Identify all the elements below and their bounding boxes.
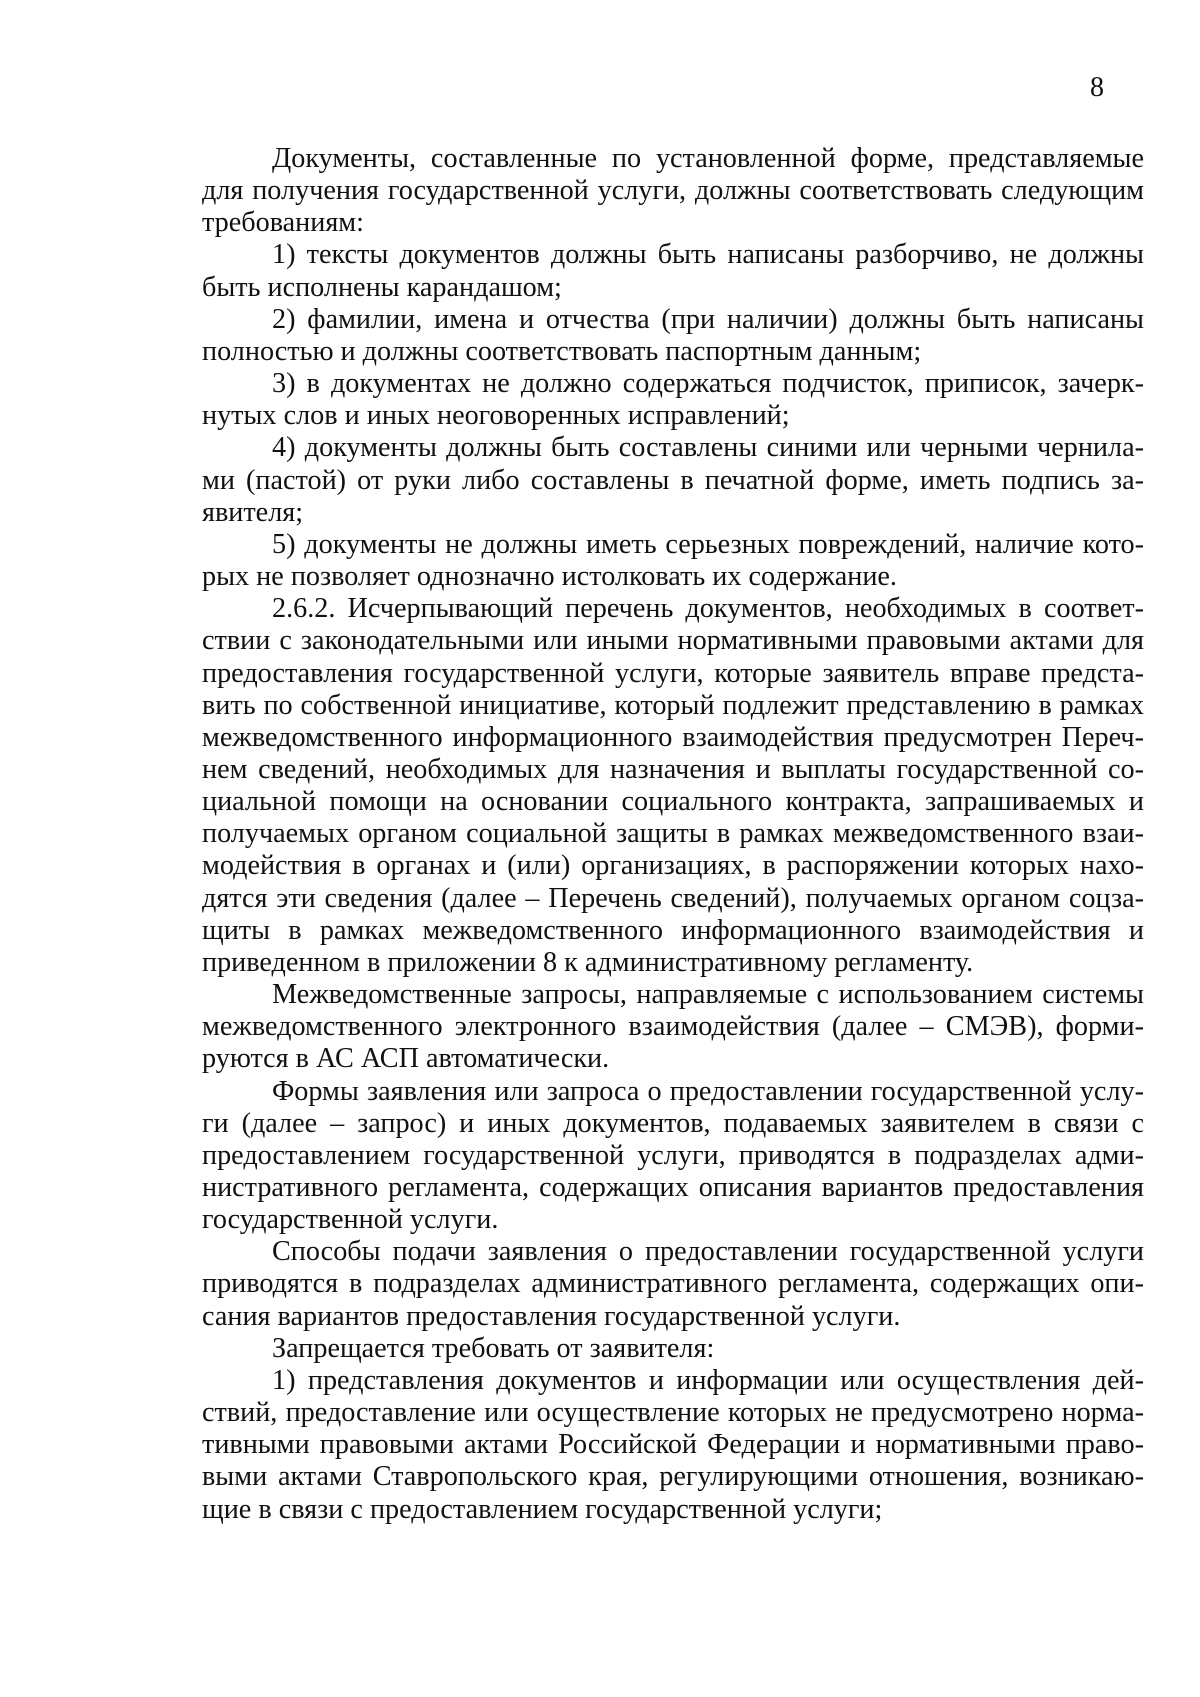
paragraph-section-2-6-2: 2.6.2. Исчерпывающий перечень документов, необходимых в соответствии с законодательными или иными нормативными правовыми актами для предоставления государственной услуги, которые заявитель вправе представить по собственной инициативе, который подлежит представлению в рамках межведомственного информационного взаимодействия предусмотрен Перечнем сведений, необходимых для назначения и выплаты государственной социальной помощи на основании социального контракта, запрашиваемых и получаемых органом социальной защиты в рамках межведомственного взаимодействия в органах и (или) организациях, в распоряжении которых находятся эти сведения (далее – Перечень сведений), получаемых органом соцзащиты в рамках межведомственного информационного взаимодействия и приведенном в приложении 8 к административному регламенту. <box>202 593 1144 978</box>
page-number: 8 <box>1090 72 1104 103</box>
paragraph-application-forms: Формы заявления или запроса о предоставлении государственной услуги (далее – запрос) и иных документов, подаваемых заявителем в связи с предоставлением государственной услуги, приводятся в подразделах административного регламента, содержащих описания вариантов предоставления государственной услуги. <box>202 1075 1144 1236</box>
paragraph-requirement-1: 1) тексты документов должны быть написаны разборчиво, не должны быть исполнены карандашом; <box>202 239 1144 303</box>
paragraph-requirement-2: 2) фамилии, имена и отчества (при наличии) должны быть написаны полностью и должны соответствовать паспортным данным; <box>202 303 1144 367</box>
paragraph-prohibited-requirements: Запрещается требовать от заявителя: <box>272 1332 715 1364</box>
paragraph-requirement-4: 4) документы должны быть составлены синими или черными чернилами (пастой) от руки либо составлены в печатной форме, иметь подпись заявителя; <box>202 432 1144 528</box>
paragraph-smev-requests: Межведомственные запросы, направляемые с использованием системы межведомственного электронного взаимодействия (далее – СМЭВ), формируются в АС АСП автоматически. <box>202 979 1144 1075</box>
paragraph-requirement-5: 5) документы не должны иметь серьезных повреждений, наличие которых не позволяет однозначно истолковать их содержание. <box>202 528 1144 593</box>
document-body <box>202 143 1144 1526</box>
paragraph-documents-requirements: Документы, составленные по установленной форме, представляемые для получения государственной услуги, должны соответствовать следующим требованиям: <box>202 143 1144 239</box>
paragraph-submission-methods: Способы подачи заявления о предоставлении государственной услуги приводятся в подразделах административного регламента, содержащих описания вариантов предоставления государственной услуги. <box>202 1236 1144 1332</box>
paragraph-requirement-3: 3) в документах не должно содержаться подчисток, приписок, зачеркнутых слов и иных неоговоренных исправлений; <box>202 368 1144 432</box>
paragraph-prohibition-1: 1) представления документов и информации или осуществления действий, предоставление или осуществление которых не предусмотрено нормативными правовыми актами Российской Федерации и нормативными правовыми актами Ставропольского края, регулирующими отношения, возникающие в связи с предоставлением государственной услуги; <box>202 1364 1144 1525</box>
